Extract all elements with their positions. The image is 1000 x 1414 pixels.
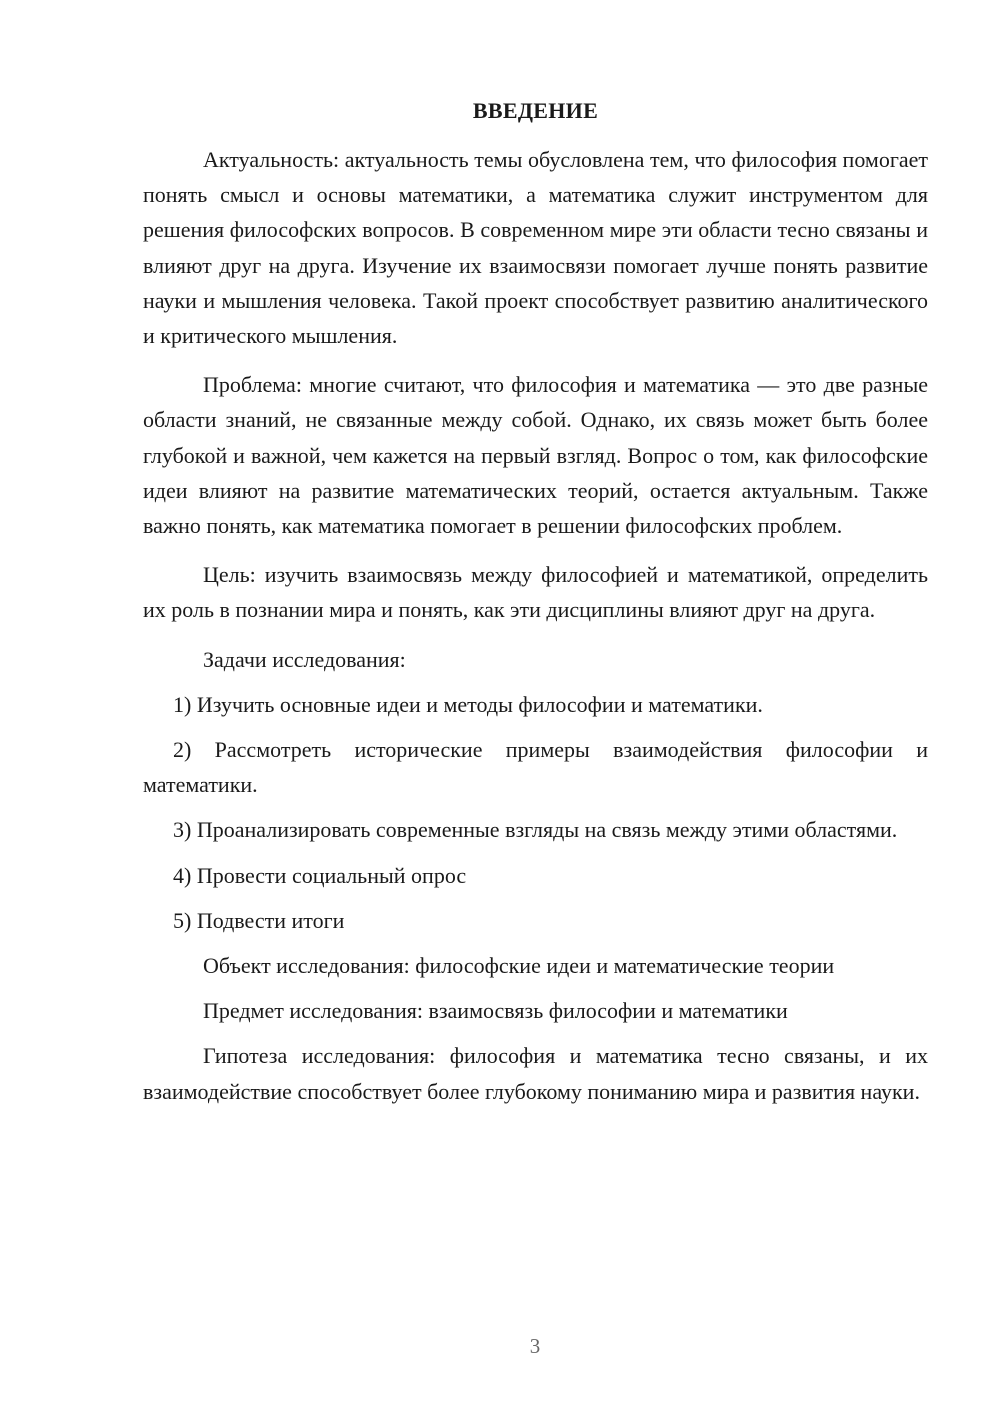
paragraph-subject: Предмет исследования: взаимосвязь философии и математики — [203, 998, 788, 1024]
page-title: ВВЕДЕНИЕ — [472, 98, 599, 123]
paragraph-relevance: Актуальность: актуальность темы обусловлена тем, что философия помогает понять смысл и основы математики, а математика служит инструментом для решения философских вопросов. В современном мире эти области тесно связаны и влияют друг на друга. Изучение их взаимосвязи помогает лучше понять развитие науки и мышления человека. Такой проект способствует развитию аналитического и критического мышления. — [143, 147, 928, 349]
paragraph-object: Объект исследования: философские идеи и математические теории — [203, 953, 835, 979]
task-item-4: 4) Провести социальный опрос — [173, 862, 467, 888]
paragraph-tasks-heading: Задачи исследования: — [203, 646, 406, 672]
page-number: 3 — [529, 1334, 541, 1358]
document-body — [143, 142, 928, 1119]
task-item-2: 2) Рассмотреть исторические примеры взаимодействия философии и математики. — [143, 737, 928, 798]
paragraph-goal: Цель: изучить взаимосвязь между философией и математикой, определить их роль в познании мира и понять, как эти дисциплины влияют друг на друга. — [143, 562, 928, 623]
paragraph-hypothesis: Гипотеза исследования: философия и математика тесно связаны, и их взаимодействие способствует более глубокому пониманию мира и развития науки. — [143, 1043, 928, 1104]
paragraph-problem: Проблема: многие считают, что философия и математика — это две разные области знаний, не связанные между собой. Однако, их связь может быть более глубокой и важной, чем кажется на первый взгляд. Вопрос о том, как философские идеи влияют на развитие математических теорий, остается актуальным. Также важно понять, как математика помогает в решении философских проблем. — [143, 372, 928, 539]
task-item-3: 3) Проанализировать современные взгляды на связь между этими областями. — [173, 817, 898, 843]
task-item-1: 1) Изучить основные идеи и методы философии и математики. — [173, 691, 763, 717]
task-item-5: 5) Подвести итоги — [173, 907, 345, 933]
